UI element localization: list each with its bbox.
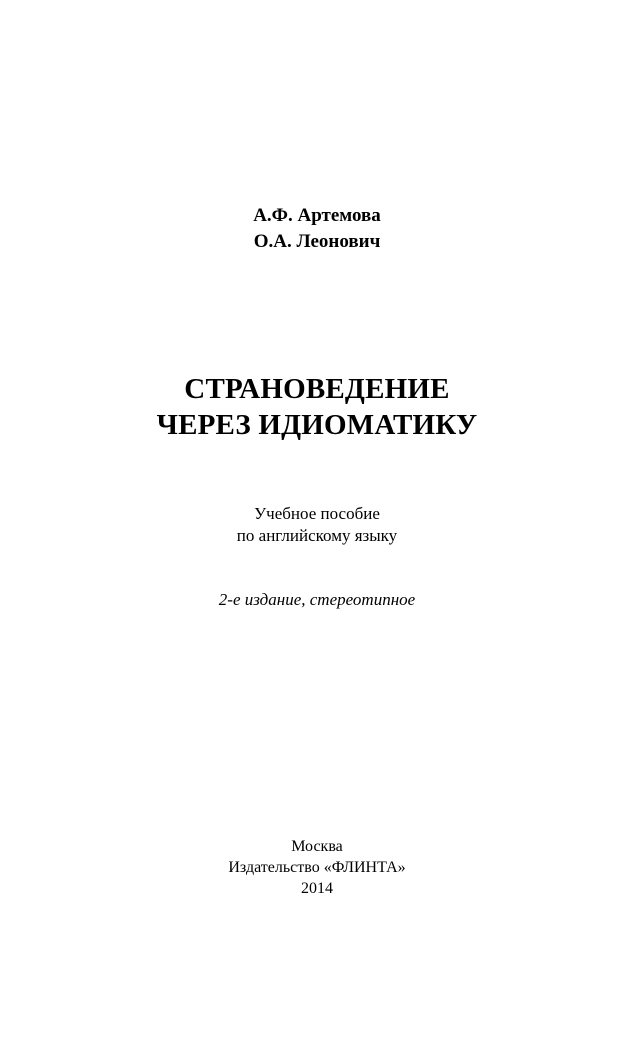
imprint xyxy=(0,836,634,899)
subtitle-line: Учебное пособие xyxy=(254,504,380,523)
imprint-city: Москва xyxy=(291,838,343,855)
author-name: А.Ф. Артемова xyxy=(253,205,381,226)
book-title xyxy=(0,371,634,443)
book-subtitle xyxy=(0,503,634,547)
subtitle-line: по английскому языку xyxy=(236,526,398,545)
author-name: О.А. Леонович xyxy=(253,231,381,252)
title-line: ЧЕРЕЗ ИДИОМАТИКУ xyxy=(156,409,478,441)
authors xyxy=(0,203,634,255)
imprint-publisher: Издательство «ФЛИНТА» xyxy=(228,859,406,876)
edition-note: 2-е издание, стереотипное xyxy=(218,590,416,609)
imprint-year: 2014 xyxy=(301,880,333,897)
title-line: СТРАНОВЕДЕНИЕ xyxy=(184,373,450,405)
